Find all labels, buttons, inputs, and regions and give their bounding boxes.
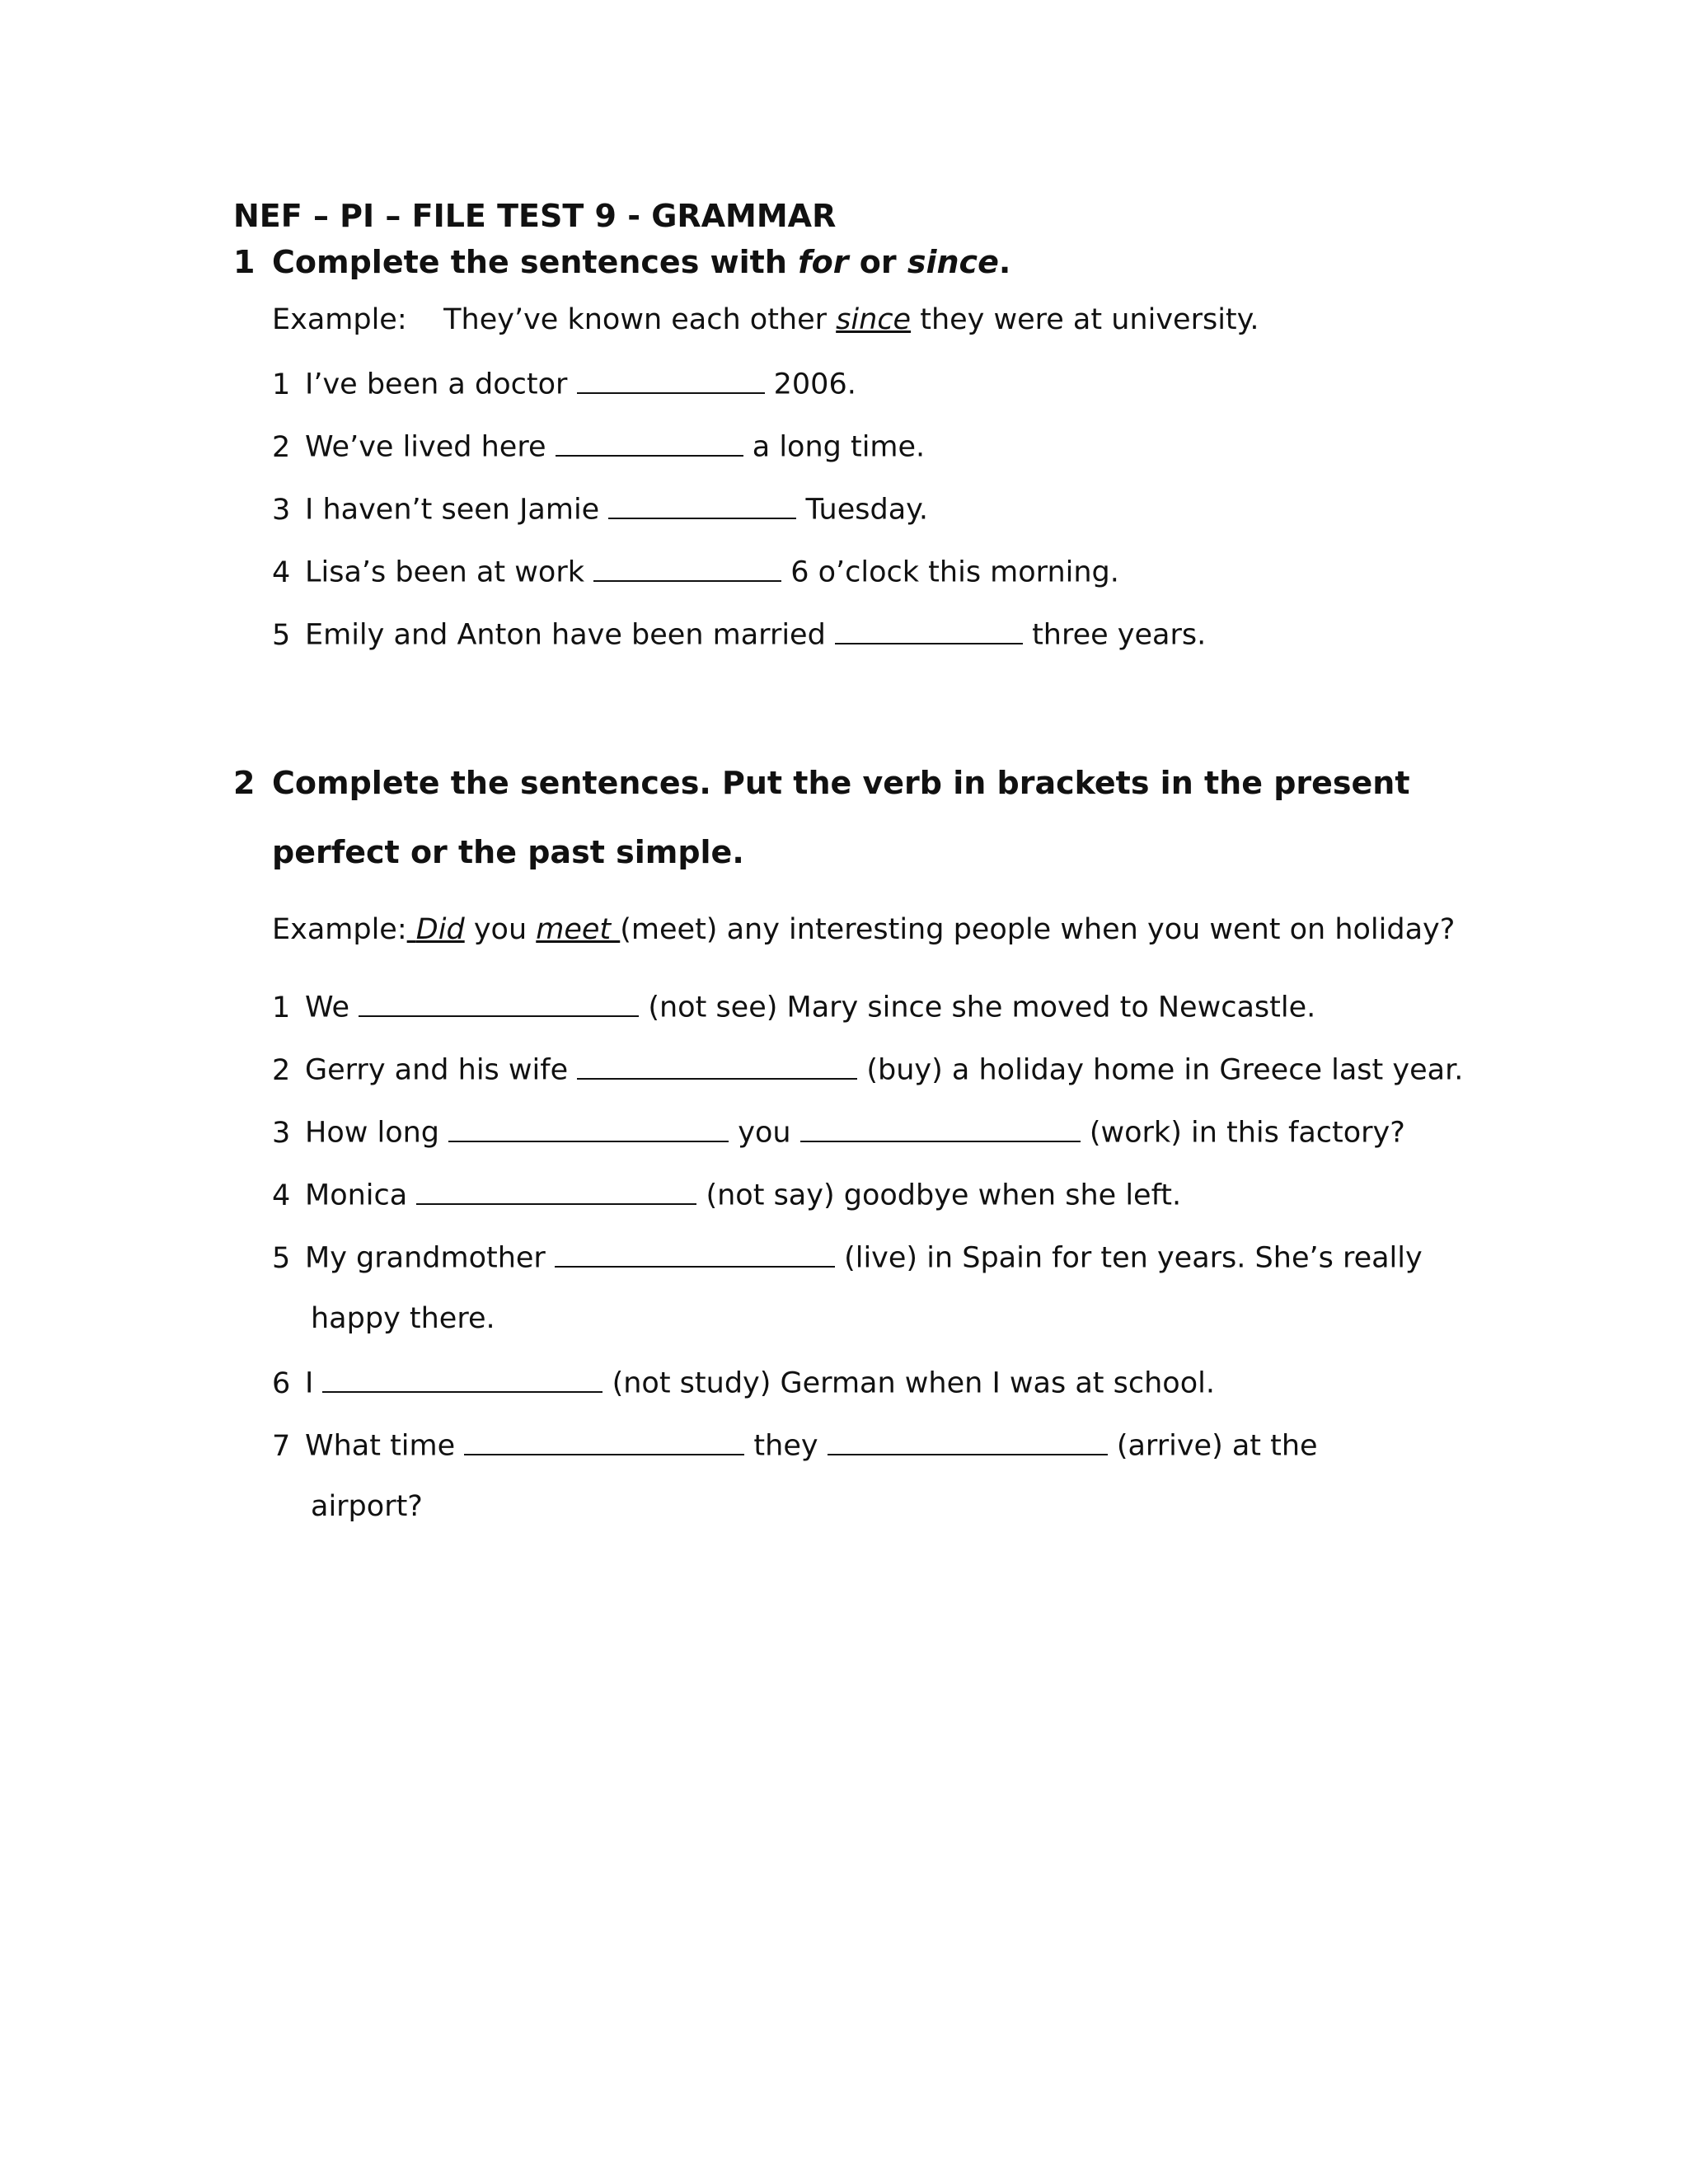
section-1-number: 1 [233,244,256,280]
answer-blank[interactable] [608,491,796,519]
list-item-continuation: airport? [311,1490,423,1523]
example-label: Example: [272,303,407,336]
list-item: 3 How long you (work) in this factory? [272,1114,1405,1150]
answer-blank[interactable] [359,989,639,1017]
list-item: 4 Lisa’s been at work 6 o’clock this morning. [272,554,1119,589]
answer-blank[interactable] [577,1052,857,1080]
list-item-continuation: happy there. [311,1302,495,1335]
page-title: NEF – PI – FILE TEST 9 - GRAMMAR [233,198,837,234]
example-answer-1: Did [415,913,465,946]
list-item: 5 Emily and Anton have been married three years. [272,616,1206,652]
answer-blank[interactable] [555,1240,835,1268]
list-item: 1 I’ve been a doctor 2006. [272,366,856,401]
example-answer: since [836,303,912,336]
list-item: 4 Monica (not say) goodbye when she left. [272,1177,1181,1212]
section-1-example: Example: They’ve known each other since they were at university. [272,303,1259,336]
list-item: 7 What time they (arrive) at the [272,1427,1318,1463]
list-item: 1 We (not see) Mary since she moved to Newcastle. [272,989,1315,1024]
list-item: 2 We’ve lived here a long time. [272,429,925,464]
word-since: since [907,244,999,280]
list-item: 6 I (not study) German when I was at school. [272,1365,1215,1400]
answer-blank[interactable] [577,366,765,394]
answer-blank[interactable] [556,429,743,457]
list-item: 5 My grandmother (live) in Spain for ten years. She’s really [272,1240,1423,1275]
answer-blank[interactable] [322,1365,603,1393]
answer-blank[interactable] [800,1114,1081,1142]
answer-blank[interactable] [828,1427,1108,1455]
answer-blank[interactable] [416,1177,696,1205]
section-2-number: 2 [233,765,256,801]
example-label: Example: [272,913,407,946]
answer-blank[interactable] [835,616,1023,644]
answer-blank[interactable] [448,1114,729,1142]
list-item: 3 I haven’t seen Jamie Tuesday. [272,491,928,527]
word-for: for [798,244,849,280]
section-2-example: Example: Did you meet (meet) any interesting people when you went on holiday? [272,913,1456,946]
section-1-instruction: Complete the sentences with for or since. [272,244,1011,280]
list-item: 2 Gerry and his wife (buy) a holiday home in Greece last year. [272,1052,1463,1087]
answer-blank[interactable] [593,554,781,582]
section-2-instruction-line-1: Complete the sentences. Put the verb in brackets in the present [272,765,1410,801]
section-2-instruction-line-2: perfect or the past simple. [272,834,744,870]
example-answer-2: meet [536,913,621,946]
answer-blank[interactable] [464,1427,744,1455]
